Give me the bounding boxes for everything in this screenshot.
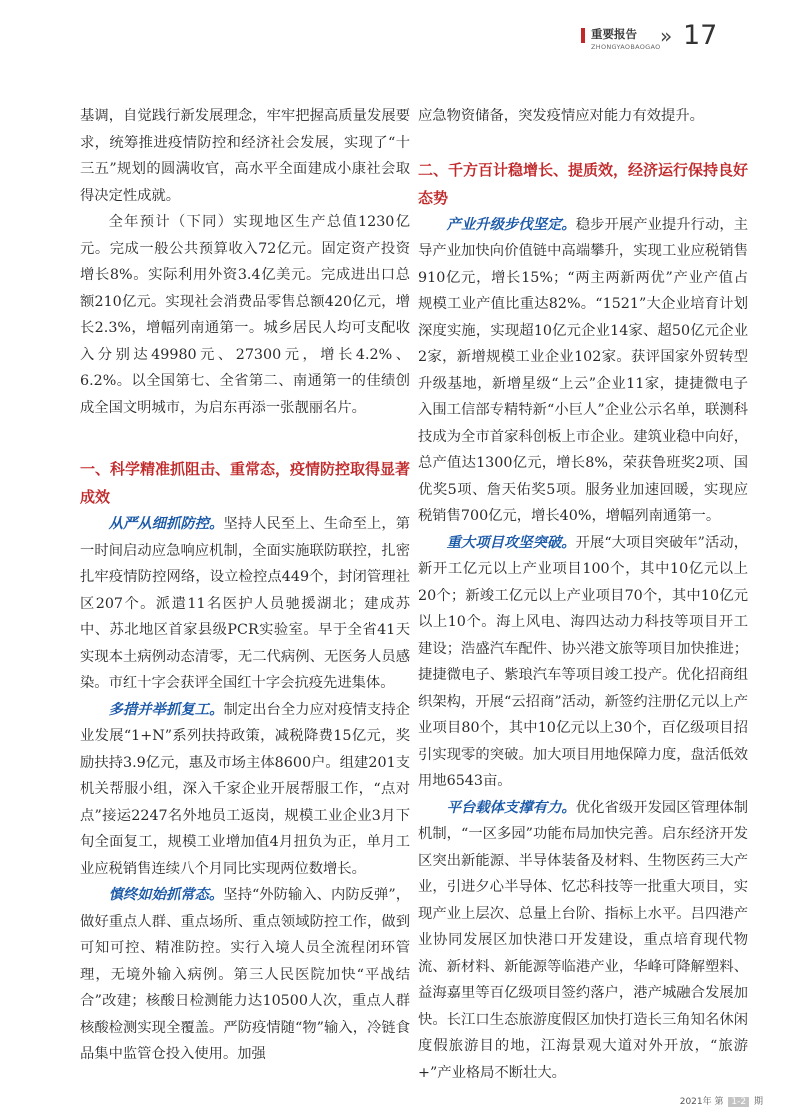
paragraph-lead: 慎终如始抓常态。: [108, 887, 224, 903]
paragraph: 慎终如始抓常态。坚持“外防输入、内防反弹”，做好重点人群、重点场所、重点领域防控工作，做到可知可控、精准防控。实行入境人员全流程闭环管理，无境外输入病例。第三人民医院加快“平战结合”改建；核酸日检测能力达10500人次，重点人群核酸检测实现全覆盖。严防疫情随“物”输入，冷链食品集中监管仓投入使用。加强: [80, 887, 410, 1062]
paragraph: 全年预计（下同）实现地区生产总值1230亿元。完成一般公共预算收入72亿元。固定资产投资增长8%。实际利用外资3.4亿美元。完成进出口总额210亿元。实现社会消费品零售总额420亿元，增长2.3%，增幅列南通第一。城乡居民人均可支配收入分别达49980元、27300元，增长4.2%、6.2%。以全国第七、全省第二、南通第一的佳绩创成全国文明城市，为启东再添一张靓丽名片。: [80, 214, 410, 416]
paragraph-lead: 多措并举抓复工。: [108, 701, 224, 718]
paragraph: 从严从细抓防控。坚持人民至上、生命至上，第一时间启动应急响应机制，全面实施联防联控，扎密扎牢疫情防控网络，设立检控点449个，封闭管理社区207个。派遣11名医护人员驰援湖北；建成苏中、苏北地区首家县级PCR实验室。早于全省41天实现本土病例动态清零，无二代病例、无医务人员感染。市红十字会获评全国红十字会抗疫先进集体。: [80, 516, 410, 691]
left-column: [80, 103, 410, 1068]
footer-di: 第: [714, 1097, 724, 1107]
page-footer: [680, 1094, 763, 1107]
page-header: [561, 20, 761, 66]
paragraph: 基调，自觉践行新发展理念，牢牢把握高质量发展要求，统筹推进疫情防控和经济社会发展，实现了“十三五”规划的圆满收官，高水平全面建成小康社会取得决定性成就。: [80, 108, 410, 204]
page-number: 17: [683, 20, 718, 51]
section-heading: 一、科学精准抓阻击、重常态，疫情防控取得显著成效: [80, 460, 411, 506]
paragraph-lead: 平台载体支撑有力。: [446, 799, 576, 816]
paragraph: 平台载体支撑有力。优化省级开发园区管理体制机制，“一区多园”功能布局加快完善。启东经济开发区突出新能源、半导体装备及材料、生物医药三大产业，引进夕心半导体、忆芯科技等一批重大项目，实现产业上层次、总量上台阶、指标上水平。吕四港产业协同发展区加快港口开发建设，重点培育现代物流、新材料、新能源等临港产业，华峰可降解塑料、益海嘉里等百亿级项目签约落户，港产城融合发展加快。长江口生态旅游度假区加快打造长三角知名休闲度假旅游目的地，江海景观大道对外开放，“旅游+”产业格局不断壮大。: [418, 799, 749, 1081]
paragraph: 应急物资储备，突发疫情应对能力有效提升。: [418, 108, 704, 124]
paragraph-lead: 重大项目攻坚突破。: [446, 534, 576, 551]
right-column: [418, 103, 748, 1086]
paragraph-lead: 从严从细抓防控。: [108, 516, 224, 532]
paragraph: 多措并举抓复工。制定出台全力应对疫情支持企业发展“1+N”系列扶持政策，减税降费15亿元，奖励扶持3.9亿元，惠及市场主体8600户。组建201支机关帮服小组，深入千家企业开展帮服工作，“点对点”接运2247名外地员工返岗，规模工业企业3月下旬全面复工，规模工业增加值4月扭负为正，单月工业应税销售连续八个月同比实现两位数增长。: [80, 701, 410, 877]
paragraph: 重大项目攻坚突破。开展“大项目突破年”活动，新开工亿元以上产业项目100个，其中10亿元以上20个；新竣工亿元以上产业项目70个，其中10亿元以上10个。海上风电、海四达动力科技等项目开工建设；浩盛汽车配件、协兴港文旅等项目加快推进；捷捷微电子、紫琅汽车等项目竣工投产。优化招商组织架构，开展“云招商”活动，新签约注册亿元以上产业项目80个，其中10亿元以上30个，百亿级项目招引实现零的突破。加大项目用地保障力度，盘活低效用地6543亩。: [418, 534, 749, 789]
section-title: 重要报告: [591, 27, 637, 41]
footer-year: 2021年: [679, 1097, 712, 1107]
paragraph: 产业升级步伐坚定。稳步开展产业提升行动，主导产业加快向价值链中高端攀升，实现工业应税销售910亿元，增长15%；“两主两新两优”产业产值占规模工业产值比重达82%。“1521”大企业培育计划深度实施，实现超10亿元企业14家、超50亿元企业2家，新增规模工业企业102家。获评国家外贸转型升级基地，新增星级“上云”企业11家，捷捷微电子入围工信部专精特新“小巨人”企业公示名单，联测科技成为全市首家科创板上市企业。建筑业稳中向好，总产值达1300亿元，增长8%，荣获鲁班奖2项、国优奖5项、詹天佑奖5项。服务业加速回暖，实现应税销售700亿元，增长40%，增幅列南通第一。: [418, 216, 749, 524]
section-pinyin: ZHONGYAOBAOGAO: [591, 43, 661, 51]
chevron-right-icon: »: [660, 24, 673, 48]
footer-qi: 期: [753, 1097, 763, 1107]
paragraph-lead: 产业升级步伐坚定。: [446, 216, 576, 233]
issue-number: 1-2: [728, 1097, 749, 1107]
section-heading: 二、千方百计稳增长、提质效，经济运行保持良好态势: [418, 160, 749, 207]
header-accent-bar: [581, 28, 585, 43]
